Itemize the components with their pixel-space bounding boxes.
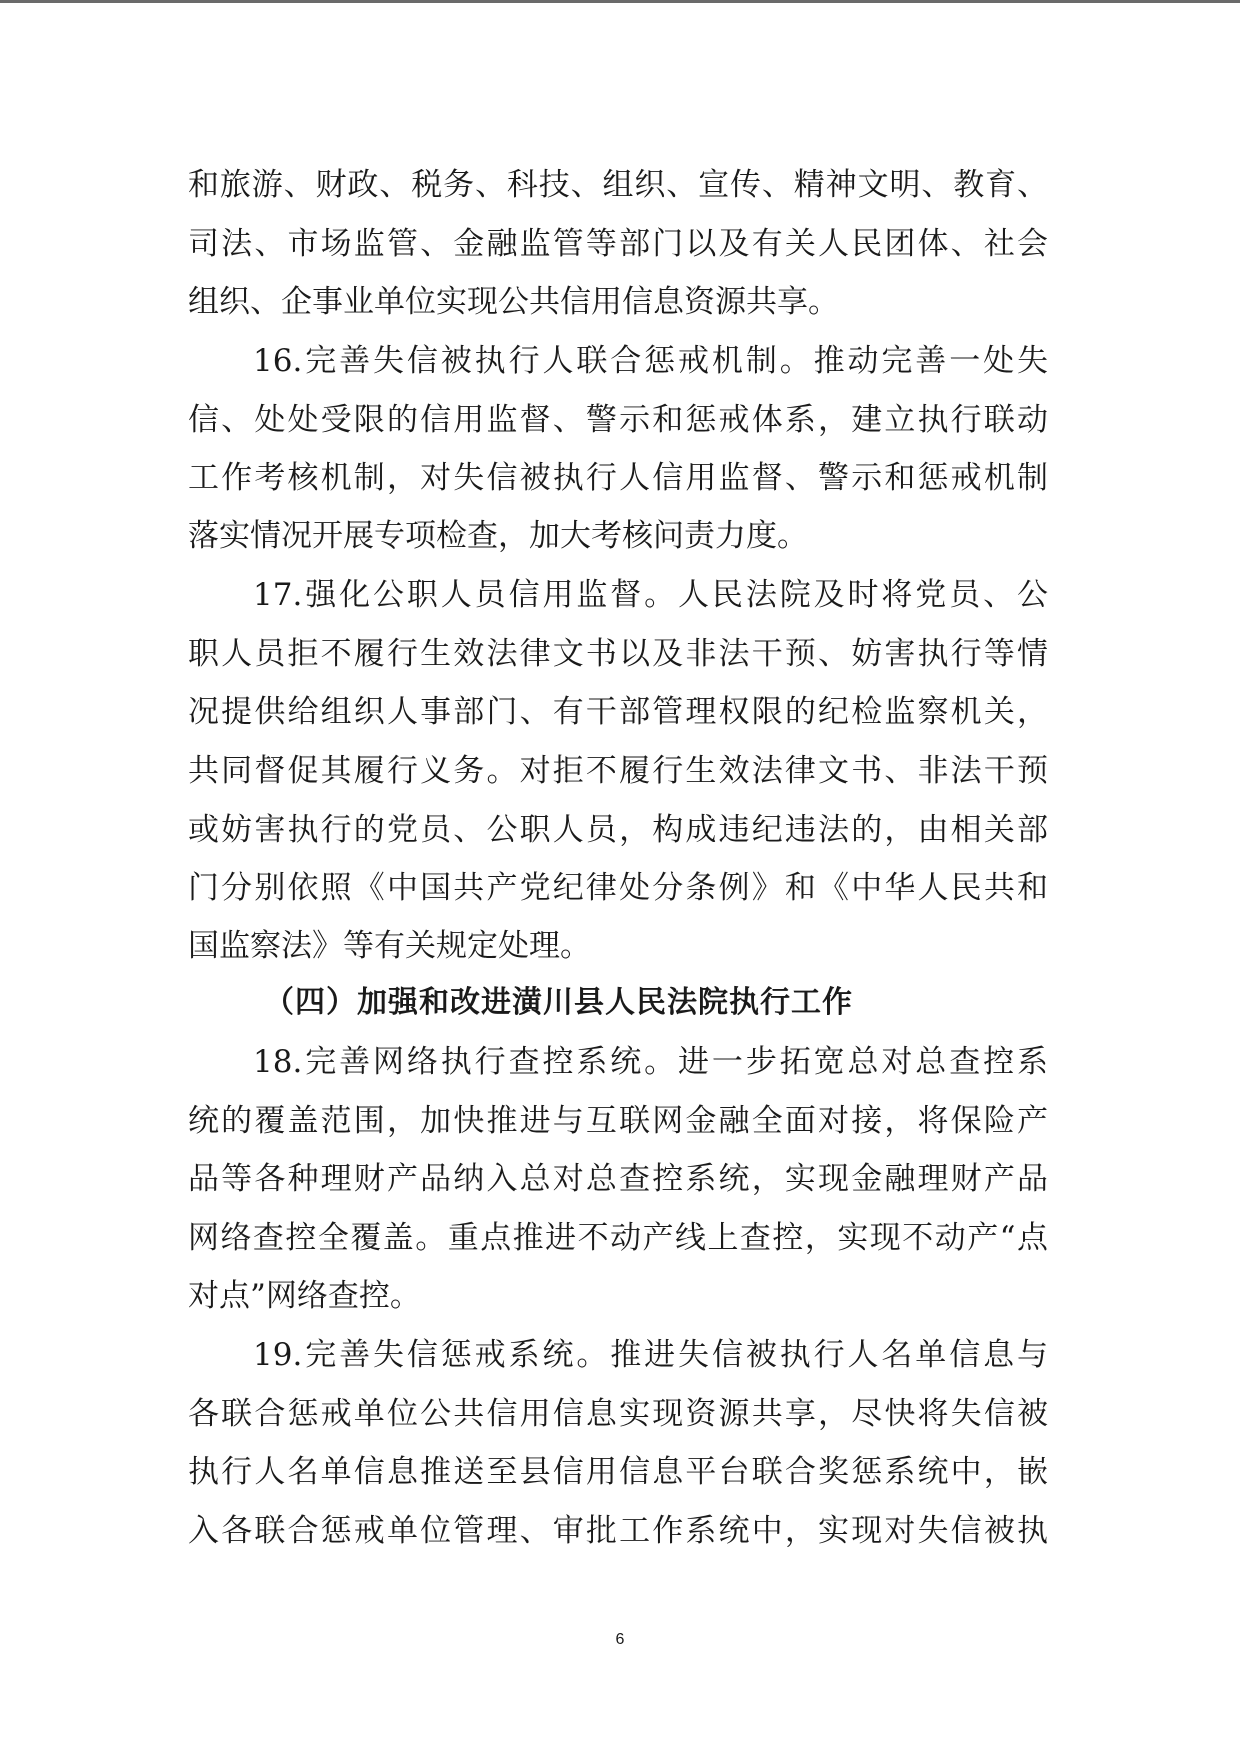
body-line: 对点”网络查控。 bbox=[188, 1278, 421, 1314]
item-16-first-line: 16.完善失信被执行人联合惩戒机制。推动完善一处失 bbox=[253, 343, 1048, 379]
body-line: 落实情况开展专项检查，加大考核问责力度。 bbox=[188, 518, 808, 554]
body-line: 况提供给组织人事部门、有干部管理权限的纪检监察机关， bbox=[188, 694, 1048, 730]
item-19-first-line: 19.完善失信惩戒系统。推进失信被执行人名单信息与 bbox=[253, 1337, 1048, 1373]
body-line: 执行人名单信息推送至县信用信息平台联合奖惩系统中，嵌 bbox=[188, 1454, 1048, 1490]
body-line: 司法、市场监管、金融监管等部门以及有关人民团体、社会 bbox=[188, 226, 1048, 262]
body-line: 或妨害执行的党员、公职人员，构成违纪违法的，由相关部 bbox=[188, 812, 1048, 848]
body-line: 共同督促其履行义务。对拒不履行生效法律文书、非法干预 bbox=[188, 753, 1048, 789]
body-line: 门分别依照《中国共产党纪律处分条例》和《中华人民共和 bbox=[188, 870, 1048, 906]
section-heading: （四）加强和改进潢川县人民法院执行工作 bbox=[264, 985, 853, 1020]
body-line: 和旅游、财政、税务、科技、组织、宣传、精神文明、教育、 bbox=[188, 167, 1048, 203]
body-line: 组织、企事业单位实现公共信用信息资源共享。 bbox=[188, 284, 839, 320]
body-line: 入各联合惩戒单位管理、审批工作系统中，实现对失信被执 bbox=[188, 1513, 1048, 1549]
body-line: 网络查控全覆盖。重点推进不动产线上查控，实现不动产“点 bbox=[188, 1220, 1048, 1256]
body-line: 统的覆盖范围，加快推进与互联网金融全面对接，将保险产 bbox=[188, 1103, 1048, 1139]
page-number: 6 bbox=[615, 1631, 625, 1648]
body-line: 工作考核机制，对失信被执行人信用监督、警示和惩戒机制 bbox=[188, 460, 1048, 496]
body-line: 职人员拒不履行生效法律文书以及非法干预、妨害执行等情 bbox=[188, 636, 1048, 672]
body-line: 各联合惩戒单位公共信用信息实现资源共享，尽快将失信被 bbox=[188, 1396, 1048, 1432]
body-line: 品等各种理财产品纳入总对总查控系统，实现金融理财产品 bbox=[188, 1161, 1048, 1197]
item-18-first-line: 18.完善网络执行查控系统。进一步拓宽总对总查控系 bbox=[253, 1044, 1048, 1080]
body-line: 国监察法》等有关规定处理。 bbox=[188, 928, 591, 964]
item-17-first-line: 17.强化公职人员信用监督。人民法院及时将党员、公 bbox=[253, 577, 1048, 613]
body-line: 信、处处受限的信用监督、警示和惩戒体系，建立执行联动 bbox=[188, 402, 1048, 438]
